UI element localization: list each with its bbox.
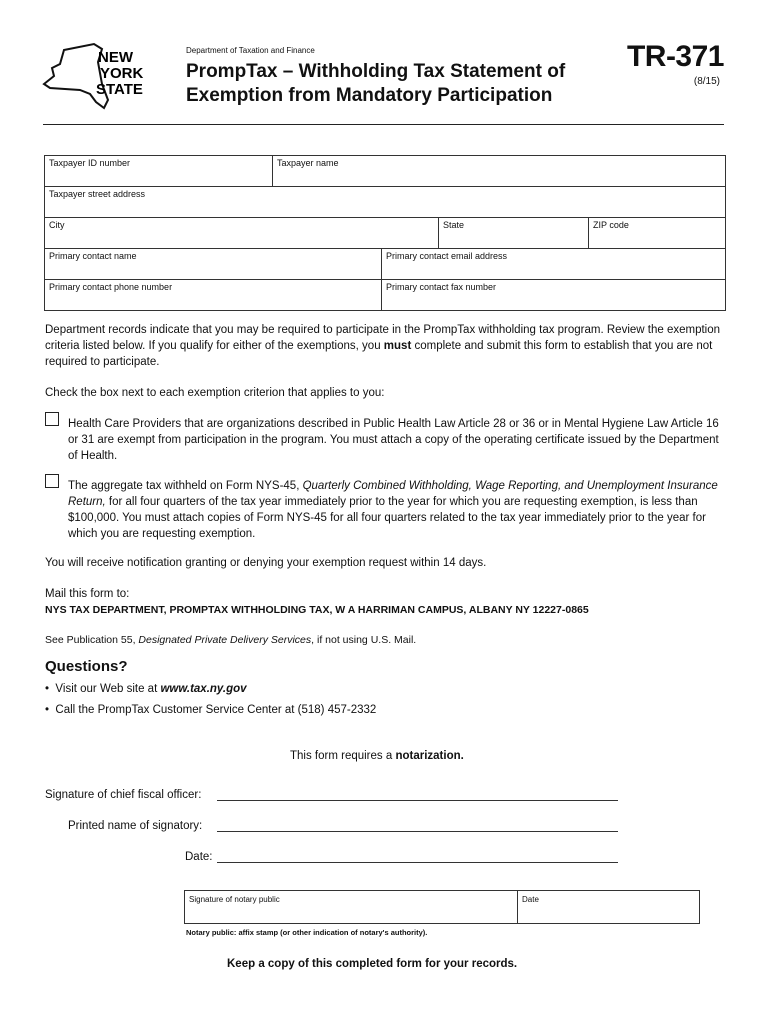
grid-row-city: [45, 217, 725, 248]
publication-note-b: , if not using U.S. Mail.: [311, 634, 417, 646]
notarization-notice: [290, 750, 464, 762]
notification-text: You will receive notification granting or denying your exemption request within 14 days.: [45, 557, 487, 569]
mail-address: NYS TAX DEPARTMENT, PROMPTAX WITHHOLDING TAX, W A HARRIMAN CAMPUS, ALBANY NY 12227-0865: [45, 604, 589, 616]
check-instruction: Check the box next to each exemption criterion that applies to you:: [45, 387, 385, 399]
printed-name-line[interactable]: [217, 831, 618, 832]
intro-paragraph: [45, 322, 725, 370]
date-line[interactable]: [217, 862, 618, 863]
logo-text-york: YORK: [100, 65, 144, 82]
form-title-line-2: Exemption from Mandatory Participation: [186, 85, 553, 106]
grid-row-id-name: [45, 156, 725, 186]
questions-web-item: • Visit our Web site at www.tax.ny.gov: [45, 683, 247, 695]
taxpayer-name-field[interactable]: Taxpayer name: [272, 156, 725, 186]
date-label: Date:: [185, 851, 213, 863]
taxpayer-id-field[interactable]: Taxpayer ID number: [49, 158, 131, 168]
publication-note: [45, 632, 725, 648]
grid-row-contact: [45, 248, 725, 279]
form-title: [186, 60, 565, 108]
state-field[interactable]: State: [438, 218, 588, 248]
zip-field[interactable]: ZIP code: [588, 218, 725, 248]
exemption-1-text: Health Care Providers that are organizations described in Public Health Law Article 28 or 36 or in Mental Hygiene Law Article 16 or 31 are exempt from participation in the program. You must attach a copy of the operating certificate issued by the Department of Health.: [68, 418, 719, 462]
new-york-state-logo: [42, 40, 154, 112]
contact-phone-field[interactable]: Primary contact phone number: [49, 282, 173, 292]
web-prefix: Visit our Web site at: [55, 683, 161, 695]
exemption-2-form-title: Quarterly Combined Withholding, Wage Reporting, and Unemployment Insurance Return,: [68, 480, 718, 508]
city-field[interactable]: City: [49, 220, 65, 230]
contact-name-field[interactable]: Primary contact name: [49, 251, 137, 261]
notarization-bold: notarization.: [395, 750, 464, 762]
exemption-1-checkbox[interactable]: [45, 412, 59, 426]
department-name: Department of Taxation and Finance: [186, 46, 315, 55]
intro-text-2: complete and submit this form to establish that you are not required to participate.: [45, 340, 713, 368]
notary-box: [184, 890, 700, 924]
exemption-2-text-b: for all four quarters of the tax year immediately prior to the year for which you are requesting exemption, is less than $100,000. You must attach copies of Form NYS-45 for all four quarters related to the tax year immediately prior to the year for which you are requesting exemption.: [68, 496, 706, 540]
web-link[interactable]: www.tax.ny.gov: [160, 683, 247, 695]
grid-row-address: [45, 186, 725, 217]
notary-stamp-note: Notary public: affix stamp (or other indication of notary's authority).: [186, 928, 428, 937]
exemption-2-text-a: The aggregate tax withheld on Form NYS-45,: [68, 480, 303, 492]
printed-name-label: Printed name of signatory:: [68, 820, 203, 832]
questions-heading: Questions?: [45, 658, 128, 675]
street-address-field[interactable]: Taxpayer street address: [49, 189, 146, 199]
contact-fax-field[interactable]: Primary contact fax number: [381, 280, 725, 310]
taxpayer-info-grid: [44, 155, 726, 311]
header-divider: [43, 124, 724, 125]
phone-text: Call the PrompTax Customer Service Center at (518) 457-2332: [55, 704, 377, 716]
notary-date-field[interactable]: Date: [517, 891, 699, 923]
publication-title: Designated Private Delivery Services: [138, 634, 312, 646]
chief-fiscal-officer-label: Signature of chief fiscal officer:: [45, 789, 202, 801]
exemption-2-text: [68, 478, 724, 542]
publication-note-a: See Publication 55,: [45, 634, 139, 646]
questions-phone-item: • Call the PrompTax Customer Service Center at (518) 457-2332: [45, 704, 377, 716]
logo-text-state: STATE: [96, 81, 143, 98]
form-number: TR-371: [626, 40, 724, 73]
form-title-line-1: PrompTax – Withholding Tax Statement of: [186, 61, 566, 82]
keep-copy-note: Keep a copy of this completed form for your records.: [227, 958, 518, 970]
logo-text-new: NEW: [98, 49, 133, 66]
intro-text-1: Department records indicate that you may be required to participate in the PrompTax withholding tax program. Review the exemption criteria listed below. If you qualify for either of the exemptions, you: [45, 324, 721, 352]
exemption-2-checkbox[interactable]: [45, 474, 59, 488]
contact-email-field[interactable]: Primary contact email address: [381, 249, 725, 279]
grid-row-phone: [45, 279, 725, 310]
intro-text-bold: must: [383, 340, 412, 352]
form-revision: (8/15): [693, 76, 720, 87]
chief-fiscal-officer-signature-line[interactable]: [217, 800, 618, 801]
notary-signature-field[interactable]: Signature of notary public: [189, 895, 280, 904]
notarization-prefix: This form requires a: [290, 750, 396, 762]
mail-label: Mail this form to:: [45, 588, 130, 600]
